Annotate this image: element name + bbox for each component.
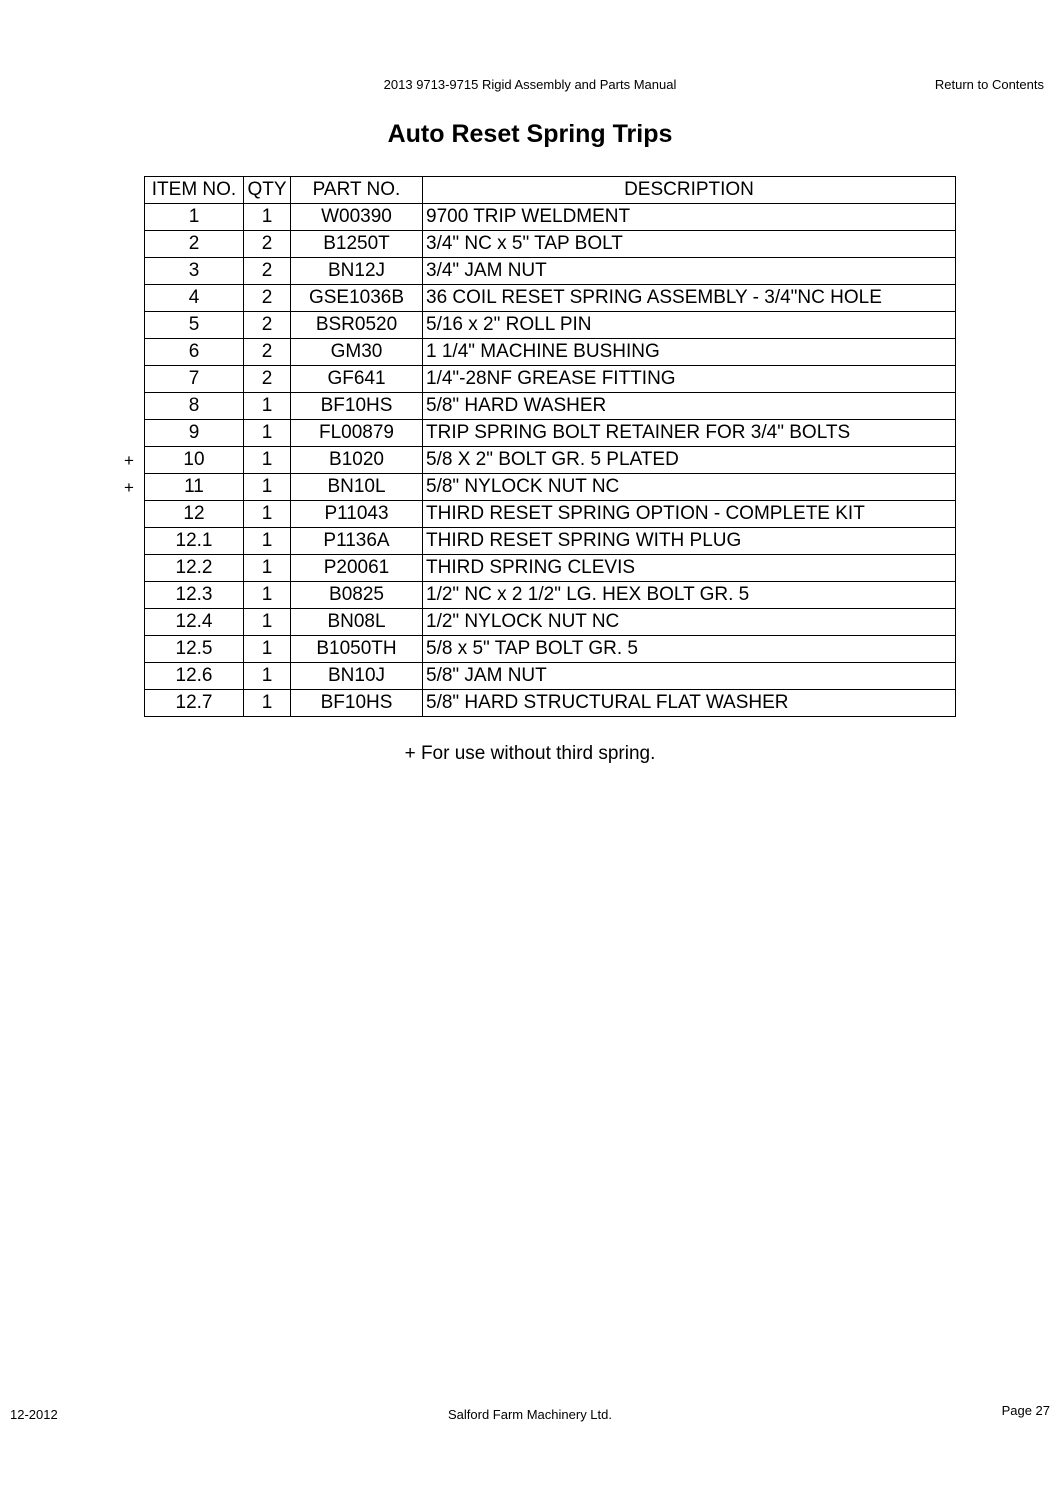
footnote: + For use without third spring. bbox=[404, 743, 656, 764]
table-row bbox=[145, 582, 956, 609]
part-no-cell: BN08L bbox=[291, 609, 423, 636]
qty-cell: 2 bbox=[244, 339, 291, 366]
description-cell: THIRD RESET SPRING WITH PLUG bbox=[423, 528, 956, 555]
part-no-cell: BN10J bbox=[291, 663, 423, 690]
item-no-cell: 5 bbox=[145, 312, 244, 339]
description-cell: 1/2" NYLOCK NUT NC bbox=[423, 609, 956, 636]
table-row bbox=[145, 339, 956, 366]
item-no-cell: 11 bbox=[145, 474, 244, 501]
part-no-cell: BF10HS bbox=[291, 393, 423, 420]
qty-cell: 1 bbox=[244, 582, 291, 609]
return-to-contents-link[interactable]: Return to Contents bbox=[934, 77, 1044, 92]
part-no-cell: BSR0520 bbox=[291, 312, 423, 339]
table-row bbox=[145, 447, 956, 474]
table-row bbox=[145, 636, 956, 663]
footer-company: Salford Farm Machinery Ltd. bbox=[447, 1407, 612, 1422]
description-cell: 3/4" NC x 5" TAP BOLT bbox=[423, 231, 956, 258]
description-cell: 5/8" JAM NUT bbox=[423, 663, 956, 690]
table-row bbox=[145, 663, 956, 690]
item-no-cell: 12.3 bbox=[145, 582, 244, 609]
parts-table-body bbox=[145, 204, 956, 717]
parts-table bbox=[144, 176, 956, 717]
part-no-cell: W00390 bbox=[291, 204, 423, 231]
qty-cell: 1 bbox=[244, 555, 291, 582]
item-no-cell: 2 bbox=[145, 231, 244, 258]
table-row bbox=[145, 501, 956, 528]
description-cell: 5/8" NYLOCK NUT NC bbox=[423, 474, 956, 501]
footer-date: 12-2012 bbox=[10, 1407, 58, 1422]
item-no-cell: 3 bbox=[145, 258, 244, 285]
part-no-cell: FL00879 bbox=[291, 420, 423, 447]
part-no-cell: P11043 bbox=[291, 501, 423, 528]
description-cell: 5/8 X 2" BOLT GR. 5 PLATED bbox=[423, 447, 956, 474]
description-cell: THIRD SPRING CLEVIS bbox=[423, 555, 956, 582]
description-cell: 5/8" HARD STRUCTURAL FLAT WASHER bbox=[423, 690, 956, 717]
description-cell: 1/4"-28NF GREASE FITTING bbox=[423, 366, 956, 393]
table-row bbox=[145, 312, 956, 339]
table-row bbox=[145, 204, 956, 231]
description-cell: 1/2" NC x 2 1/2" LG. HEX BOLT GR. 5 bbox=[423, 582, 956, 609]
qty-cell: 1 bbox=[244, 474, 291, 501]
part-no-cell: B1050TH bbox=[291, 636, 423, 663]
item-no-cell: 12.1 bbox=[145, 528, 244, 555]
item-no-cell: 10 bbox=[145, 447, 244, 474]
item-no-cell: 9 bbox=[145, 420, 244, 447]
part-no-cell: GSE1036B bbox=[291, 285, 423, 312]
qty-cell: 1 bbox=[244, 609, 291, 636]
part-no-cell: BF10HS bbox=[291, 690, 423, 717]
item-no-cell: 12.7 bbox=[145, 690, 244, 717]
item-no-cell: 1 bbox=[145, 204, 244, 231]
row-marker: + bbox=[124, 450, 134, 470]
table-row bbox=[145, 528, 956, 555]
qty-cell: 2 bbox=[244, 312, 291, 339]
table-row bbox=[145, 231, 956, 258]
description-cell: 3/4" JAM NUT bbox=[423, 258, 956, 285]
qty-cell: 1 bbox=[244, 420, 291, 447]
description-cell: 5/8" HARD WASHER bbox=[423, 393, 956, 420]
manual-title: 2013 9713-9715 Rigid Assembly and Parts Manual bbox=[383, 77, 677, 92]
item-no-cell: 12.6 bbox=[145, 663, 244, 690]
footer-page-number: Page 27 bbox=[1001, 1403, 1050, 1418]
description-cell: 5/16 x 2" ROLL PIN bbox=[423, 312, 956, 339]
part-no-cell: BN12J bbox=[291, 258, 423, 285]
qty-cell: 2 bbox=[244, 366, 291, 393]
description-cell: THIRD RESET SPRING OPTION - COMPLETE KIT bbox=[423, 501, 956, 528]
qty-cell: 2 bbox=[244, 231, 291, 258]
part-no-cell: BN10L bbox=[291, 474, 423, 501]
qty-cell: 1 bbox=[244, 636, 291, 663]
item-no-cell: 12.5 bbox=[145, 636, 244, 663]
table-row bbox=[145, 258, 956, 285]
part-no-cell: GF641 bbox=[291, 366, 423, 393]
qty-cell: 1 bbox=[244, 501, 291, 528]
item-no-cell: 4 bbox=[145, 285, 244, 312]
qty-cell: 1 bbox=[244, 528, 291, 555]
description-cell: TRIP SPRING BOLT RETAINER FOR 3/4" BOLTS bbox=[423, 420, 956, 447]
part-no-cell: B0825 bbox=[291, 582, 423, 609]
part-no-cell: B1020 bbox=[291, 447, 423, 474]
table-row bbox=[145, 474, 956, 501]
qty-cell: 2 bbox=[244, 258, 291, 285]
row-marker: + bbox=[124, 478, 134, 497]
item-no-cell: 8 bbox=[145, 393, 244, 420]
table-row bbox=[145, 420, 956, 447]
part-no-cell: P20061 bbox=[291, 555, 423, 582]
table-row bbox=[145, 366, 956, 393]
column-header-qty: QTY bbox=[244, 177, 291, 204]
qty-cell: 1 bbox=[244, 447, 291, 474]
part-no-cell: GM30 bbox=[291, 339, 423, 366]
table-row bbox=[145, 285, 956, 312]
item-no-cell: 12 bbox=[145, 501, 244, 528]
item-no-cell: 6 bbox=[145, 339, 244, 366]
description-cell: 1 1/4" MACHINE BUSHING bbox=[423, 339, 956, 366]
description-cell: 36 COIL RESET SPRING ASSEMBLY - 3/4"NC HOLE bbox=[423, 285, 956, 312]
table-row bbox=[145, 555, 956, 582]
table-header-row bbox=[145, 177, 956, 204]
page-title: Auto Reset Spring Trips bbox=[387, 120, 673, 148]
qty-cell: 1 bbox=[244, 204, 291, 231]
item-no-cell: 7 bbox=[145, 366, 244, 393]
item-no-cell: 12.2 bbox=[145, 555, 244, 582]
table-row bbox=[145, 690, 956, 717]
item-no-cell: 12.4 bbox=[145, 609, 244, 636]
column-header-part-no: PART NO. bbox=[291, 177, 423, 204]
qty-cell: 1 bbox=[244, 663, 291, 690]
part-no-cell: B1250T bbox=[291, 231, 423, 258]
column-header-description: DESCRIPTION bbox=[423, 177, 956, 204]
qty-cell: 2 bbox=[244, 285, 291, 312]
description-cell: 9700 TRIP WELDMENT bbox=[423, 204, 956, 231]
column-header-item-no: ITEM NO. bbox=[145, 177, 244, 204]
table-row bbox=[145, 393, 956, 420]
table-row bbox=[145, 609, 956, 636]
description-cell: 5/8 x 5" TAP BOLT GR. 5 bbox=[423, 636, 956, 663]
part-no-cell: P1136A bbox=[291, 528, 423, 555]
qty-cell: 1 bbox=[244, 690, 291, 717]
qty-cell: 1 bbox=[244, 393, 291, 420]
